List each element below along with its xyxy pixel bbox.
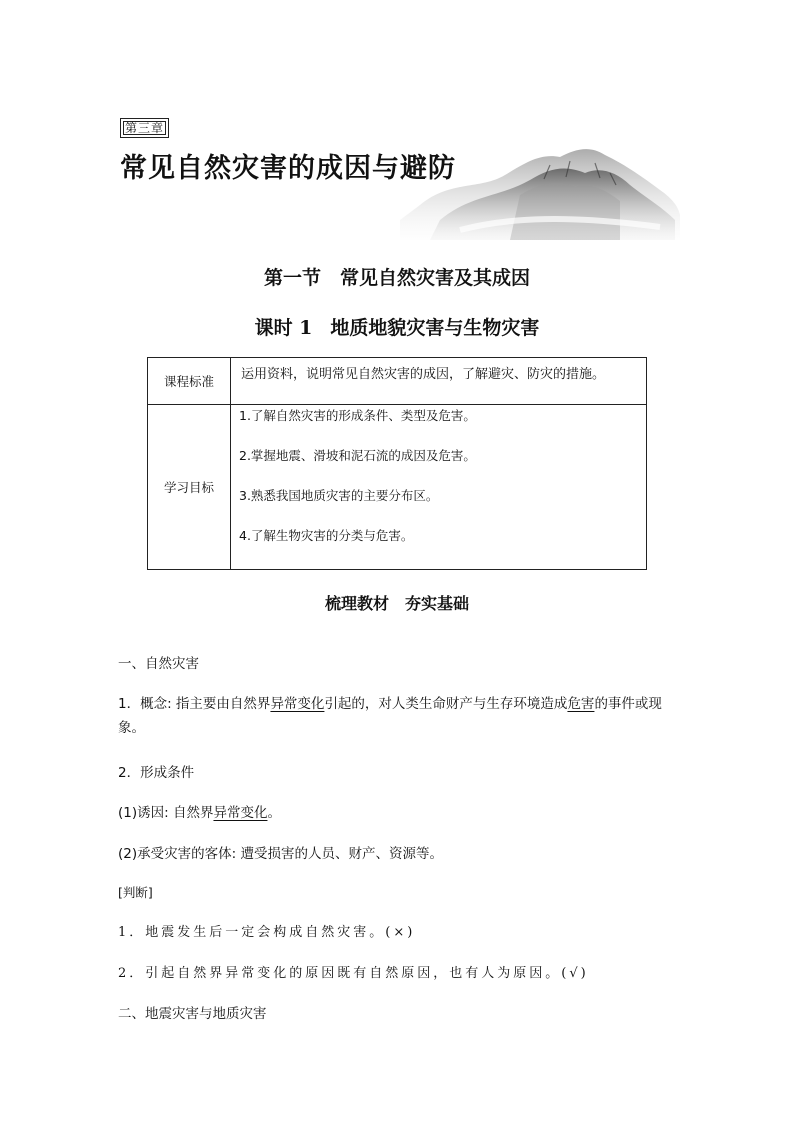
underlined-term: 异常变化 [213, 805, 268, 821]
chapter-title: 常见自然灾害的成因与避防 [120, 153, 456, 184]
chapter-badge: 第三章 [120, 118, 169, 138]
lesson-name: 地质地貌灾害与生物灾害 [330, 317, 540, 339]
goals-label: 学习目标 [148, 405, 231, 570]
lesson-prefix: 课时 1 [254, 317, 313, 339]
judge-label: [判断] [118, 885, 153, 900]
heading-earthquake-geological: 二、地震灾害与地质灾害 [118, 1006, 267, 1022]
heading-natural-disasters: 一、自然灾害 [118, 656, 199, 672]
section-heading: 梳理教材 夯实基础 [324, 594, 469, 613]
lesson-title [0, 313, 794, 340]
judge-item: 2．引起自然界异常变化的原因既有自然原因，也有人为原因。(√) [118, 966, 589, 981]
goals-list [231, 405, 647, 570]
paragraph-receptor: (2)承受灾害的客体: 遭受损害的人员、财产、资源等。 [118, 846, 443, 862]
goal-item: 2.掌握地震、滑坡和泥石流的成因及危害。 [239, 448, 476, 463]
concept-text: 的事件或现 [594, 696, 662, 712]
underlined-term: 危害 [567, 696, 595, 712]
standards-table [147, 357, 647, 570]
trigger-text: (1)诱因: 自然界 [118, 805, 214, 821]
paragraph-concept [118, 692, 688, 740]
trigger-text: 。 [267, 805, 281, 821]
goal-item: 4.了解生物灾害的分类与危害。 [239, 528, 414, 543]
standards-label: 课程标准 [148, 358, 231, 405]
paragraph-trigger [118, 801, 281, 825]
table-row [148, 358, 647, 405]
section-title: 第一节 常见自然灾害及其成因 [263, 267, 530, 289]
concept-text: 1．概念: 指主要由自然界 [118, 696, 271, 712]
goal-item: 1.了解自然灾害的形成条件、类型及危害。 [239, 408, 476, 423]
goal-item: 3.熟悉我国地质灾害的主要分布区。 [239, 488, 439, 503]
underlined-term: 异常变化 [270, 696, 325, 712]
table-row [148, 405, 647, 570]
concept-text: 象。 [118, 720, 145, 736]
concept-text: 引起的，对人类生命财产与生存环境造成 [324, 696, 568, 712]
standards-content: 运用资料，说明常见自然灾害的成因，了解避灾、防灾的措施。 [231, 358, 647, 405]
heading-formation-conditions: 2．形成条件 [118, 765, 195, 781]
judge-item: 1．地震发生后一定会构成自然灾害。(×) [118, 925, 416, 940]
